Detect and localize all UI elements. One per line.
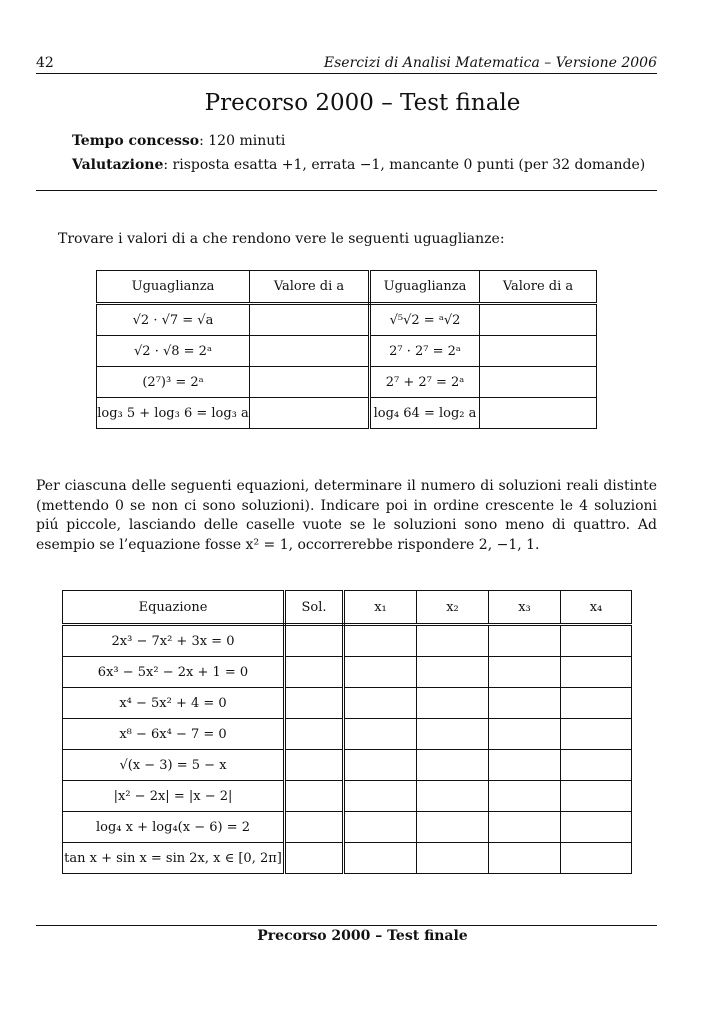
table-row bbox=[63, 750, 632, 781]
answer-cell[interactable] bbox=[250, 304, 370, 336]
equation-cell: 6x³ − 5x² − 2x + 1 = 0 bbox=[63, 657, 285, 688]
x2-cell[interactable] bbox=[417, 625, 489, 657]
x3-cell[interactable] bbox=[489, 750, 561, 781]
table-row bbox=[63, 781, 632, 812]
equation-cell: tan x + sin x = sin 2x, x ∈ [0, 2π] bbox=[63, 843, 285, 874]
table-row bbox=[63, 657, 632, 688]
x4-cell[interactable] bbox=[561, 812, 632, 843]
time-value: : 120 minuti bbox=[199, 133, 286, 149]
x3-cell[interactable] bbox=[489, 812, 561, 843]
x2-cell[interactable] bbox=[417, 781, 489, 812]
x1-cell[interactable] bbox=[344, 843, 417, 874]
equation-cell: 2x³ − 7x² + 3x = 0 bbox=[63, 625, 285, 657]
x4-cell[interactable] bbox=[561, 719, 632, 750]
table-header-row bbox=[63, 591, 632, 625]
x3-cell[interactable] bbox=[489, 719, 561, 750]
x4-cell[interactable] bbox=[561, 750, 632, 781]
equality-cell: √2 · √8 = 2ᵃ bbox=[97, 336, 250, 367]
x2-cell[interactable] bbox=[417, 657, 489, 688]
equation-cell: √(x − 3) = 5 − x bbox=[63, 750, 285, 781]
table-row bbox=[97, 398, 597, 429]
page-number: 42 bbox=[36, 55, 54, 71]
footer-title: Precorso 2000 – Test finale bbox=[257, 928, 468, 944]
x1-cell[interactable] bbox=[344, 812, 417, 843]
col-header: x₃ bbox=[489, 591, 561, 625]
grading-line bbox=[72, 157, 645, 173]
answer-cell[interactable] bbox=[480, 304, 597, 336]
x2-cell[interactable] bbox=[417, 812, 489, 843]
header-rule bbox=[36, 73, 657, 74]
x1-cell[interactable] bbox=[344, 781, 417, 812]
section2-instruction: Per ciascuna delle seguenti equazioni, determinare il numero di soluzioni reali distinte (mettendo 0 se non ci sono soluzioni). Indicare poi in ordine crescente le 4 soluzioni piú piccole, lasciando delle caselle vuote se le soluzioni sono meno di quattro. Ad esempio se l’equazione fosse x² = 1, occorrerebbe rispondere 2, −1, 1. bbox=[36, 478, 657, 553]
equation-cell: x⁸ − 6x⁴ − 7 = 0 bbox=[63, 719, 285, 750]
running-title: Esercizi di Analisi Matematica – Versione 2006 bbox=[323, 55, 657, 71]
col-header: Valore di a bbox=[250, 271, 370, 304]
table-row bbox=[63, 812, 632, 843]
x2-cell[interactable] bbox=[417, 719, 489, 750]
equality-cell: log₄ 64 = log₂ a bbox=[370, 398, 480, 429]
answer-cell[interactable] bbox=[480, 398, 597, 429]
col-header: x₄ bbox=[561, 591, 632, 625]
table-header-row bbox=[97, 271, 597, 304]
grading-label: Valutazione bbox=[72, 157, 164, 173]
time-label: Tempo concesso bbox=[72, 133, 200, 149]
answer-cell[interactable] bbox=[250, 336, 370, 367]
table-row bbox=[97, 367, 597, 398]
sol-cell[interactable] bbox=[285, 688, 344, 719]
table-row bbox=[63, 843, 632, 874]
col-header: x₁ bbox=[344, 591, 417, 625]
x2-cell[interactable] bbox=[417, 688, 489, 719]
table-row bbox=[63, 625, 632, 657]
x3-cell[interactable] bbox=[489, 688, 561, 719]
equality-cell: (2⁷)³ = 2ᵃ bbox=[97, 367, 250, 398]
x4-cell[interactable] bbox=[561, 843, 632, 874]
answer-cell[interactable] bbox=[250, 398, 370, 429]
x4-cell[interactable] bbox=[561, 781, 632, 812]
x4-cell[interactable] bbox=[561, 657, 632, 688]
col-header: Valore di a bbox=[480, 271, 597, 304]
x3-cell[interactable] bbox=[489, 657, 561, 688]
x3-cell[interactable] bbox=[489, 843, 561, 874]
time-line bbox=[72, 133, 285, 149]
sol-cell[interactable] bbox=[285, 843, 344, 874]
x1-cell[interactable] bbox=[344, 657, 417, 688]
section-separator bbox=[36, 190, 657, 191]
col-header: Sol. bbox=[285, 591, 344, 625]
table-row bbox=[97, 336, 597, 367]
sol-cell[interactable] bbox=[285, 750, 344, 781]
page-title: Precorso 2000 – Test finale bbox=[204, 90, 521, 116]
answer-cell[interactable] bbox=[480, 367, 597, 398]
table-row bbox=[97, 304, 597, 336]
sol-cell[interactable] bbox=[285, 657, 344, 688]
sol-cell[interactable] bbox=[285, 625, 344, 657]
equality-cell: 2⁷ · 2⁷ = 2ᵃ bbox=[370, 336, 480, 367]
equality-cell: log₃ 5 + log₃ 6 = log₃ a bbox=[97, 398, 250, 429]
col-header: Equazione bbox=[63, 591, 285, 625]
equality-cell: √⁵√2 = ᵃ√2 bbox=[370, 304, 480, 336]
x1-cell[interactable] bbox=[344, 719, 417, 750]
equality-cell: √2 · √7 = √a bbox=[97, 304, 250, 336]
x1-cell[interactable] bbox=[344, 625, 417, 657]
sol-cell[interactable] bbox=[285, 719, 344, 750]
x2-cell[interactable] bbox=[417, 750, 489, 781]
equations-table bbox=[62, 590, 632, 874]
table-row bbox=[63, 688, 632, 719]
x1-cell[interactable] bbox=[344, 750, 417, 781]
table-row bbox=[63, 719, 632, 750]
section1-instruction: Trovare i valori di a che rendono vere le seguenti uguaglianze: bbox=[58, 231, 505, 247]
col-header: Uguaglianza bbox=[370, 271, 480, 304]
sol-cell[interactable] bbox=[285, 812, 344, 843]
x4-cell[interactable] bbox=[561, 625, 632, 657]
x4-cell[interactable] bbox=[561, 688, 632, 719]
col-header: Uguaglianza bbox=[97, 271, 250, 304]
sol-cell[interactable] bbox=[285, 781, 344, 812]
answer-cell[interactable] bbox=[480, 336, 597, 367]
equation-cell: log₄ x + log₄(x − 6) = 2 bbox=[63, 812, 285, 843]
x1-cell[interactable] bbox=[344, 688, 417, 719]
x3-cell[interactable] bbox=[489, 625, 561, 657]
equation-cell: x⁴ − 5x² + 4 = 0 bbox=[63, 688, 285, 719]
x3-cell[interactable] bbox=[489, 781, 561, 812]
equation-cell: |x² − 2x| = |x − 2| bbox=[63, 781, 285, 812]
answer-cell[interactable] bbox=[250, 367, 370, 398]
footer-rule bbox=[36, 925, 657, 926]
col-header: x₂ bbox=[417, 591, 489, 625]
equalities-table bbox=[96, 270, 597, 429]
grading-value: : risposta esatta +1, errata −1, mancante 0 punti (per 32 domande) bbox=[163, 157, 646, 173]
x2-cell[interactable] bbox=[417, 843, 489, 874]
equality-cell: 2⁷ + 2⁷ = 2ᵃ bbox=[370, 367, 480, 398]
